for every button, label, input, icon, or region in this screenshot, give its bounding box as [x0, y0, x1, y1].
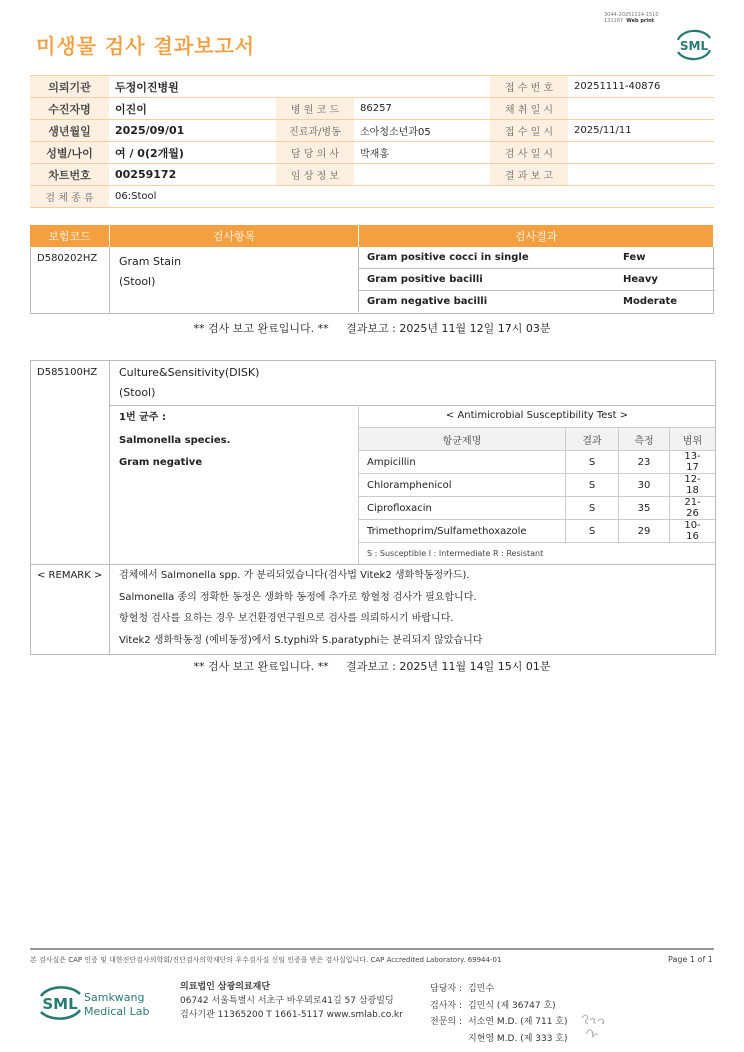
lab-org: 의료법인 삼광의료재단	[180, 982, 271, 992]
patient-label: 수진자명	[30, 98, 109, 120]
ast-drug: Chloramphenicol	[359, 474, 566, 497]
ast-result: S	[566, 451, 619, 474]
patient-label: 병 원 코 드	[276, 98, 354, 120]
patient-value: 이진이	[109, 98, 276, 120]
sml-logo-icon	[672, 26, 716, 62]
footer-logo	[38, 980, 168, 1030]
specimen-value: 06:Stool	[109, 186, 714, 208]
patient-value: 2025/11/11	[568, 120, 714, 142]
ast-table	[359, 428, 715, 543]
ast-result: S	[566, 497, 619, 520]
gram-result-name: Gram positive bacilli	[359, 269, 615, 291]
test2-code: D585100HZ	[37, 367, 98, 378]
patient-value: 두정이진병원	[109, 76, 276, 98]
patient-info-row	[30, 98, 714, 120]
ast-header-row	[359, 428, 715, 451]
organism-name: Salmonella species.	[119, 434, 231, 446]
patient-label	[276, 76, 354, 98]
patient-value	[568, 142, 714, 164]
web-print-label: Web print	[626, 18, 655, 24]
patient-value	[354, 76, 490, 98]
gram-result-value: Heavy	[615, 269, 715, 291]
ast-range: 10-16	[670, 520, 716, 543]
ast-measure: 30	[619, 474, 670, 497]
ast-row	[359, 520, 715, 543]
report-title: 미생물 검사 결과보고서	[36, 34, 256, 58]
patient-info-row	[30, 142, 714, 164]
gram-stain-section	[30, 225, 714, 336]
print-meta	[604, 12, 659, 24]
patient-info-row	[30, 164, 714, 186]
samkwang-logo-icon	[38, 980, 168, 1026]
footer-divider	[30, 948, 714, 950]
staff-name: 김민식 (제 36747 호)	[467, 1000, 556, 1011]
patient-label: 성별/나이	[30, 142, 109, 164]
ast-measure: 35	[619, 497, 670, 520]
patient-label: 검 사 일 시	[490, 142, 568, 164]
staff-role: 검사자 :	[430, 1000, 462, 1011]
print-meta-line2: 131187	[604, 18, 624, 24]
result-header	[30, 225, 714, 247]
patient-value: 박재홍	[354, 142, 490, 164]
patient-value: 여 / 0(2개월)	[109, 142, 276, 164]
ast-drug: Ciprofloxacin	[359, 497, 566, 520]
patient-info-row	[30, 120, 714, 142]
test2-report-done: ** 검사 보고 완료입니다. ** 결과보고 : 2025년 11월 14일 15시 01분	[193, 660, 551, 673]
ast-range: 21-26	[670, 497, 716, 520]
staff-name: 지현영 M.D. (제 333 호)	[467, 1033, 568, 1044]
patient-label: 담 당 의 사	[276, 142, 354, 164]
organism-gram: Gram negative	[119, 457, 203, 468]
ast-range: 13-17	[670, 451, 716, 474]
test1-item	[119, 252, 181, 292]
patient-label: 임 상 정 보	[276, 164, 354, 186]
header-item: 검사항목	[110, 225, 359, 247]
remark-line: Vitek2 생화학동정 (예비동정)에서 S.typhi와 S.paratyphi는 분리되지 않았습니다	[119, 634, 483, 646]
print-meta-line1: 3044-20251114-1510	[604, 12, 659, 18]
ast-header-result: 결과	[566, 428, 619, 451]
lab-info	[180, 980, 403, 1022]
staff-row	[430, 982, 572, 997]
gram-result-name: Gram positive cocci in single	[359, 247, 615, 269]
specimen-label: 검 체 종 류	[30, 186, 109, 208]
staff-role	[430, 1032, 466, 1047]
gram-stain-results	[358, 247, 715, 312]
test1-report-done: ** 검사 보고 완료입니다. ** 결과보고 : 2025년 11월 12일 17시 03분	[193, 322, 551, 335]
remark-list	[119, 565, 482, 651]
patient-value	[354, 164, 490, 186]
remark-line: 검체에서 Salmonella spp. 가 분리되었습니다(검사법 Vitek2 생화학동정카드).	[119, 570, 470, 581]
ast-result: S	[566, 520, 619, 543]
lab-contact: 검사기관 11365200 T 1661-5117 www.smlab.co.kr	[180, 1010, 403, 1020]
test1-item-name: Gram Stain	[119, 255, 182, 268]
patient-label: 결 과 보 고	[490, 164, 568, 186]
ast-table-wrap	[358, 405, 715, 565]
ast-row	[359, 451, 715, 474]
staff-name: 서소연 M.D. (제 711 호)	[467, 1017, 568, 1027]
footer-logo-sml: SML	[42, 995, 78, 1013]
patient-label: 접 수 번 호	[490, 76, 568, 98]
ast-header-drug: 항균제명	[359, 428, 566, 451]
header-code: 보험코드	[30, 225, 110, 247]
ast-header-measure: 측정	[619, 428, 670, 451]
patient-value	[568, 98, 714, 120]
test1-code: D580202HZ	[37, 253, 98, 264]
ast-result: S	[566, 474, 619, 497]
staff-name: 김민수	[467, 984, 495, 994]
patient-value: 소아청소년과05	[354, 120, 490, 142]
patient-value: 20251111-40876	[568, 76, 714, 98]
patient-value: 00259172	[109, 164, 276, 186]
ast-range: 12-18	[670, 474, 716, 497]
ast-measure: 29	[619, 520, 670, 543]
test2-item	[119, 363, 259, 403]
test2-item-name: Culture&Sensitivity(DISK)	[119, 366, 260, 379]
ast-title: < Antimicrobial Susceptibility Test >	[359, 405, 715, 428]
footer-logo-name1: Samkwang	[84, 991, 145, 1004]
sml-logo-text: SML	[679, 39, 709, 53]
ast-header-range: 범위	[670, 428, 716, 451]
accreditation-note: 본 검사실은 CAP 인증 및 대한진단검사의학회/진단검사의학재단의 우수검사실 신임 인증을 받은 검사실입니다. CAP Accredited Laboratory. 69944-01	[30, 956, 502, 964]
staff-row	[430, 1015, 572, 1030]
gram-result-name: Gram negative bacilli	[367, 296, 488, 307]
remark-line: Salmonella 종의 정확한 동정은 생화학 동정에 추가로 항혈청 검사가 필요합니다.	[119, 591, 477, 603]
staff-role: 전문의 :	[430, 1017, 462, 1027]
ast-measure: 23	[619, 451, 670, 474]
lab-address: 06742 서울특별시 서초구 바우뫼로41길 57 삼광빌딩	[180, 996, 394, 1006]
remark-line: 항혈청 검사를 요하는 경우 보건환경연구원으로 검사를 의뢰하시기 바랍니다.	[119, 613, 454, 624]
patient-value: 86257	[354, 98, 490, 120]
culture-section	[30, 360, 716, 655]
page-number: Page 1 of 1	[668, 955, 713, 964]
patient-info-row	[30, 76, 714, 98]
specimen-row	[30, 186, 714, 208]
organism-label: 1번 균주 :	[119, 412, 166, 423]
footer-logo-name2: Medical Lab	[84, 1005, 150, 1018]
organism-info	[119, 407, 230, 475]
gram-stain-box	[30, 247, 714, 314]
staff-row	[430, 1032, 572, 1047]
remark-label: < REMARK >	[37, 570, 103, 581]
test1-item-specimen: (Stool)	[119, 275, 156, 288]
patient-label: 의뢰기관	[30, 76, 109, 98]
gram-result-value: Few	[615, 247, 715, 269]
patient-label: 진료과/병동	[276, 120, 354, 142]
patient-label: 차트번호	[30, 164, 109, 186]
ast-drug: Ampicillin	[359, 451, 566, 474]
staff-row	[430, 999, 572, 1014]
ast-row	[359, 474, 715, 497]
patient-label: 채 취 일 시	[490, 98, 568, 120]
patient-label: 생년월일	[30, 120, 109, 142]
patient-info-table	[30, 75, 714, 208]
signature-icon	[578, 1010, 612, 1040]
ast-legend: S : Susceptible I : Intermediate R : Resistant	[367, 549, 544, 558]
gram-result-row	[359, 269, 715, 291]
ast-row	[359, 497, 715, 520]
test2-item-specimen: (Stool)	[119, 386, 156, 399]
gram-result-row	[359, 291, 715, 313]
gram-result-row	[359, 247, 715, 269]
ast-drug: Trimethoprim/Sulfamethoxazole	[359, 520, 566, 543]
patient-value	[568, 164, 714, 186]
patient-value: 2025/09/01	[109, 120, 276, 142]
header-result: 검사결과	[359, 225, 714, 247]
staff-role: 담당자 :	[430, 984, 462, 994]
patient-label: 접 수 일 시	[490, 120, 568, 142]
staff-list	[428, 980, 574, 1048]
gram-result-value: Moderate	[623, 296, 678, 307]
